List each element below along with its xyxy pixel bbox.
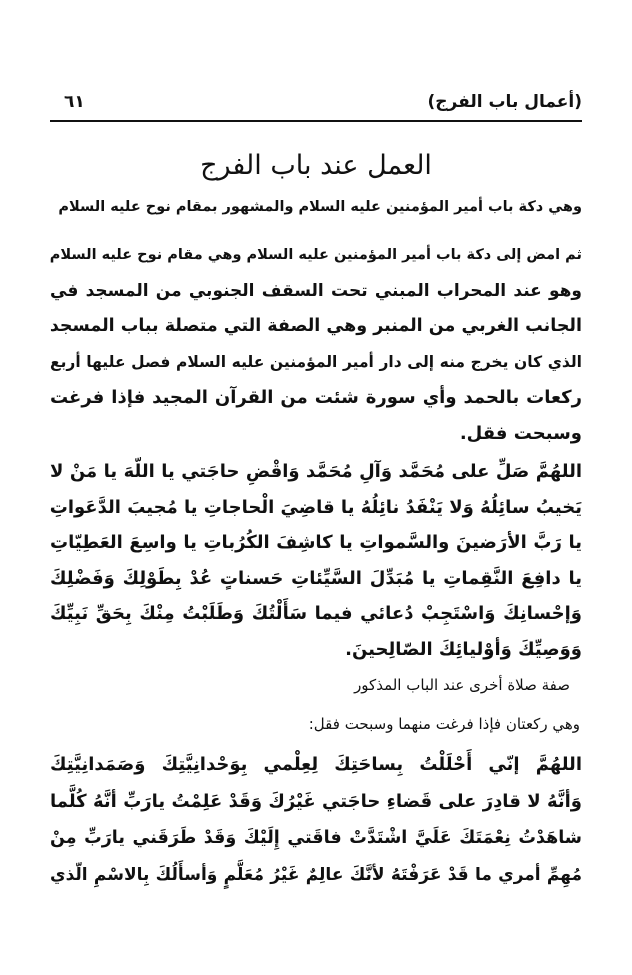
text-line: يَخيبُ سائِلُهُ وَلا يَنْفَدُ نائِلُهُ يا قاضِيَ الْحاجاتِ يا مُجيبَ الدَّعَواتِ (49, 496, 582, 518)
text-line: وهو عند المحراب المبني تحت السقف الجنوبي من المسجد في (50, 280, 582, 301)
text-line: ثم امض إلى دكة باب أمير المؤمنين عليه السلام وهي مقام نوح عليه السلام (49, 247, 582, 263)
text-line: وَإحْسانِكَ وَاسْتَجِبْ دُعائي فيما سَأَلْتُكَ وَطَلَبْتُ مِنْكَ بِحَقِّ نَبِيِّكَ (50, 603, 582, 624)
header-title: (أعمال باب الفرج) (427, 92, 582, 112)
note-instruction: وهي ركعتان فإذا فرغت منهما وسبحت فقل: (308, 715, 580, 733)
instruction-paragraph (50, 238, 582, 451)
text-line: وَوَصِيِّكَ وَأوْليائِكَ الصّالِحينَ. (345, 638, 582, 660)
text-line: مُهِمِّ أمري ما قَدْ عَرَفْتَهُ لأنَّكَ عالِمٌ غَيْرُ مُعَلَّمٍ وَأسأَلُكَ بِالاسْمِ الّذي (50, 865, 582, 885)
text-line: اللهُمَّ إنّي أَحْلَلْتُ بِساحَتِكَ لِعِلْمي بِوَحْدانِيَّتِكَ وَصَمَدانِيَّتِكَ (50, 754, 582, 775)
text-line: شاهَدْتُ نِعْمَتَكَ عَلَيَّ اشْتَدَّتْ فاقَتي إِلَيْكَ وَقَدْ طَرَقَني يارَبِّ مِنْ (50, 828, 582, 848)
text-line: وسبحت فقل. (459, 422, 582, 444)
text-line: الذي كان يخرج منه إلى دار أمير المؤمنين عليه السلام فصل عليها أربع (50, 352, 582, 371)
text-line: الجانب الغربي من المنبر وهي الصفة التي متصلة بباب المسجد (49, 316, 582, 336)
running-header (50, 86, 582, 122)
text-line: اللهُمَّ صَلِّ على مُحَمَّد وَآلِ مُحَمَّد وَاقْضِ حاجَتي يا اللّهَ يا مَنْ لا (50, 461, 582, 482)
section-title: العمل عند باب الفرج (200, 150, 432, 181)
section-subtitle: وهي دكة باب أمير المؤمنين عليه السلام والمشهور بمقام نوح عليه السلام (58, 199, 582, 215)
text-line: وَأنَّهُ لا قادِرَ على قَضاءِ حاجَتي غَيْرُكَ وَقَدْ عَلِمْتُ يارَبِّ أنَّهُ كُلَّما (50, 791, 582, 812)
text-line: يا دافِعَ النَّقِماتِ يا مُبَدِّلَ السَّيِّئاتِ حَسناتٍ عُدْ بِطَوْلِكَ وَفَضْلِكَ (50, 567, 582, 589)
text-line: ركعات بالحمد وأي سورة شئت من القرآن المجيد فإذا فرغت (50, 387, 582, 408)
text-line: يا رَبَّ الأرَضينَ والسَّمواتِ يا كاشِفَ الكُرُباتِ يا واسِعَ العَطِيّاتِ (50, 532, 582, 553)
supplication-paragraph-2 (50, 746, 582, 894)
supplication-paragraph (50, 454, 582, 667)
note-heading: صفة صلاة أخرى عند الباب المذكور (354, 676, 570, 694)
page-number: ٦١ (64, 92, 85, 112)
